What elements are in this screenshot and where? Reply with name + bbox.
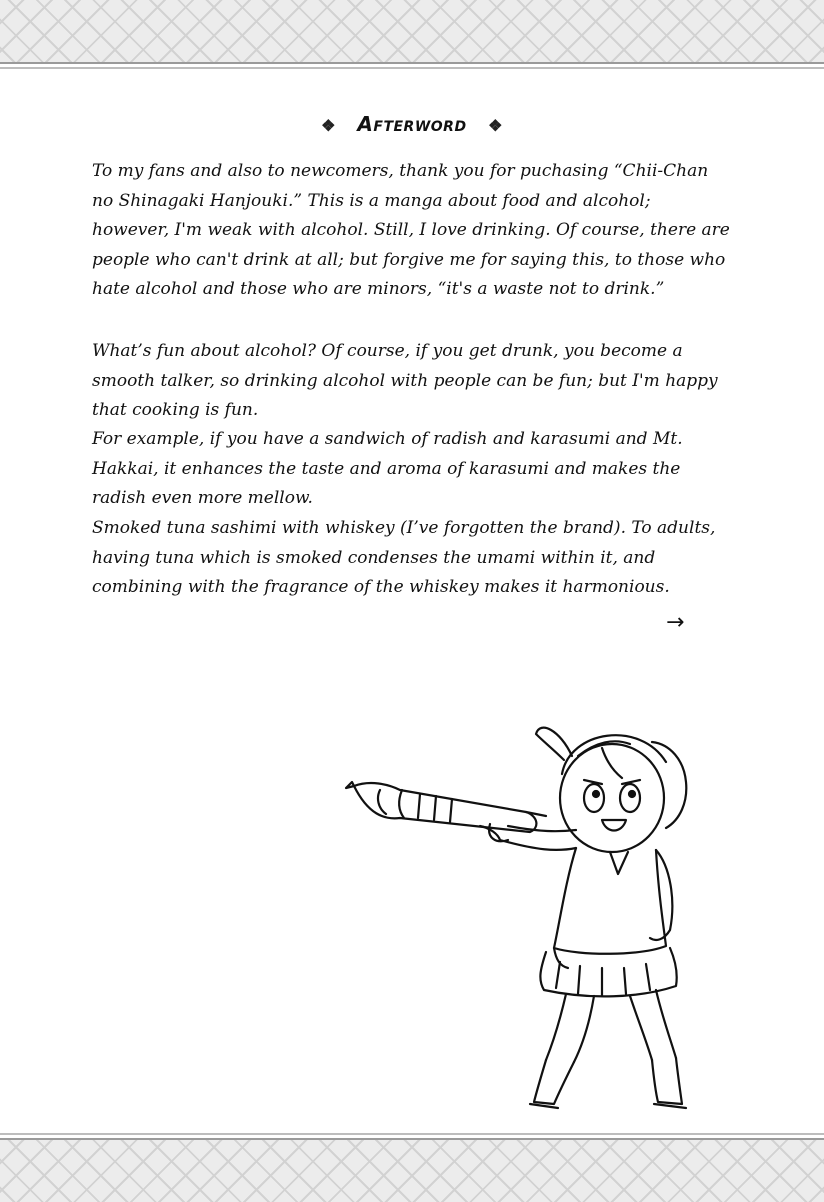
afterword-title: Afterword xyxy=(357,112,467,136)
girl-body xyxy=(540,848,676,996)
chibi-girl-illustration xyxy=(340,690,740,1120)
girl-legs xyxy=(530,990,686,1108)
paragraph-fun-about-alcohol: What’s fun about alcohol? Of course, if you get drunk, you become a smooth talker, so drinking alcohol with people can be fun; but I'm happy that cooking is fun. xyxy=(92,341,718,420)
decorative-top-border xyxy=(0,0,824,64)
paragraph-radish-example: For example, if you have a sandwich of radish and karasumi and Mt. Hakkai, it enhances the taste and aroma of karasumi and makes the radish even more mellow. xyxy=(92,429,683,508)
paragraph-thanks: To my fans and also to newcomers, thank you for puchasing “Chii-Chan no Shinagaki Hanjouki.” This is a manga about food and alcohol; however, I'm weak with alcohol. Still, I love drinking. Of course, there are people who can't drink at all; but forgive me for saying this, to those who hate alcohol and those who are minors, “it's a waste not to drink.” xyxy=(92,161,730,299)
piping-bag-icon xyxy=(346,782,546,832)
paragraph-smoked-tuna: Smoked tuna sashimi with whiskey (I’ve forgotten the brand). To adults, having tuna which is smoked condenses the umami within it, and combining with the fragrance of the whiskey makes it harmonious. xyxy=(92,518,716,597)
diamond-ornament-icon: ❖ xyxy=(488,116,503,135)
continue-arrow-icon: → xyxy=(666,610,685,635)
diamond-ornament-icon: ❖ xyxy=(321,116,336,135)
girl-head xyxy=(536,728,686,852)
decorative-bottom-border xyxy=(0,1138,824,1202)
page-title xyxy=(0,112,824,136)
